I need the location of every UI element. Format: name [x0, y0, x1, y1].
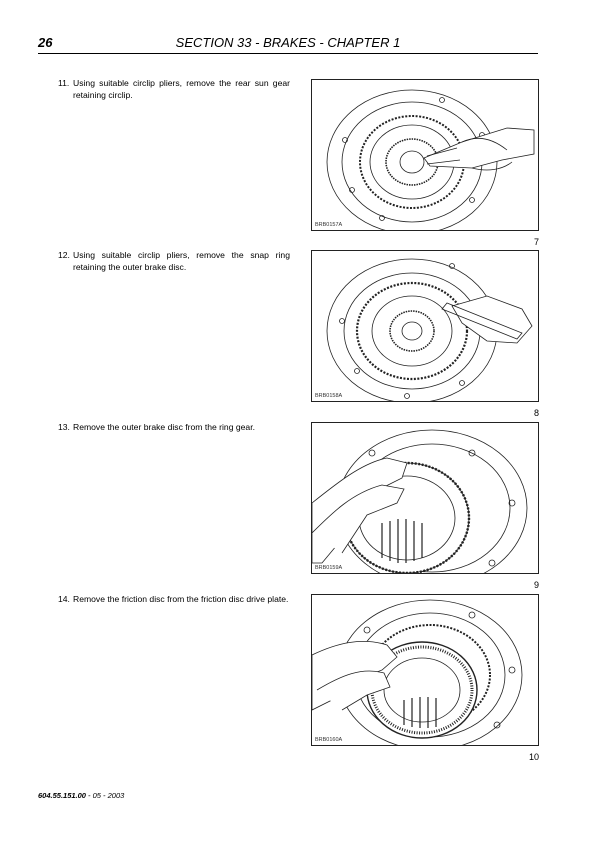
snap-ring-pliers-illustration [312, 251, 538, 401]
document-number: 604.55.151.00 [38, 791, 86, 800]
step-text: Remove the friction disc from the friction disc drive plate. [73, 594, 289, 604]
step-13 [58, 422, 290, 434]
figure-code: BRB0160A [315, 737, 343, 743]
page-footer [38, 791, 124, 800]
step-number: 14. [58, 594, 70, 604]
figure-code: BRB0159A [315, 565, 343, 571]
figure-code: BRB0158A [315, 393, 343, 399]
figure-7 [311, 79, 539, 231]
page-number: 26 [38, 35, 53, 50]
header-divider [38, 53, 538, 54]
friction-disc-illustration [312, 595, 538, 745]
figure-9 [311, 422, 539, 574]
figure-number: 7 [533, 237, 539, 247]
step-14 [58, 594, 290, 606]
section-title: SECTION 33 - BRAKES - CHAPTER 1 [175, 35, 401, 50]
step-number: 13. [58, 422, 70, 432]
figure-10 [311, 594, 539, 746]
figure-number: 9 [533, 580, 539, 590]
circlip-pliers-illustration [312, 80, 538, 230]
figure-8 [311, 250, 539, 402]
document-edition: - 05 - 2003 [85, 791, 125, 800]
figure-number: 10 [528, 752, 539, 762]
step-number: 12. [58, 250, 70, 260]
outer-brake-disc-illustration [312, 423, 538, 573]
page-header [38, 35, 538, 53]
step-text: Using suitable circlip pliers, remove the rear sun gear retaining circlip. [73, 78, 290, 100]
step-11 [58, 78, 290, 101]
step-12 [58, 250, 290, 273]
figure-code: BRB0157A [315, 222, 343, 228]
step-text: Using suitable circlip pliers, remove the snap ring retaining the outer brake disc. [73, 250, 290, 272]
step-text: Remove the outer brake disc from the ring gear. [73, 422, 255, 432]
step-number: 11. [58, 78, 70, 88]
figure-number: 8 [533, 408, 539, 418]
